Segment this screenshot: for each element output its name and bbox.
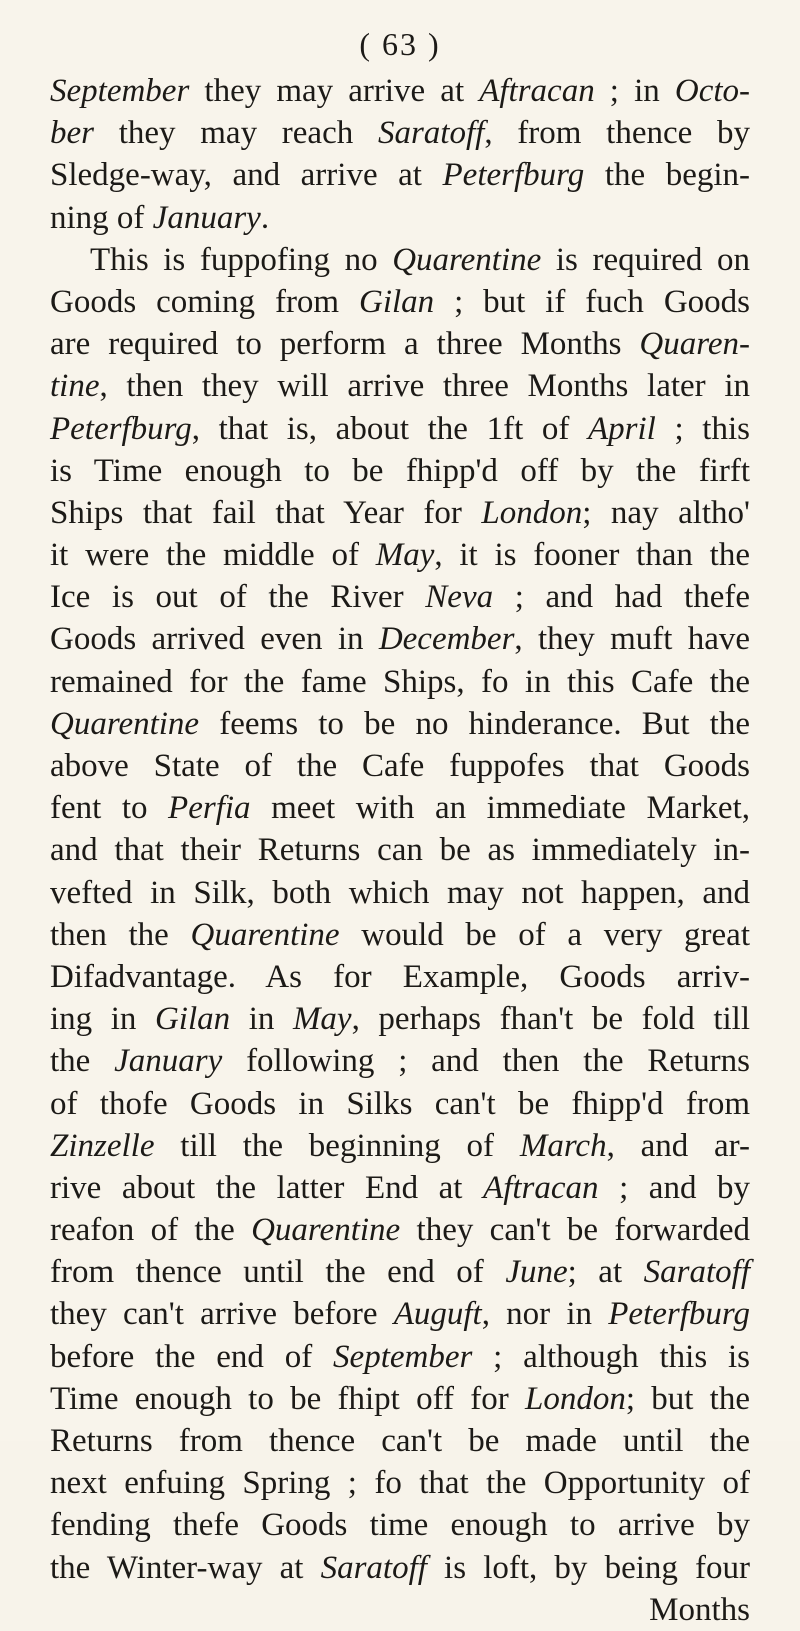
text-run: ; and by (598, 1169, 750, 1206)
text-line (50, 154, 750, 196)
text-line (50, 787, 750, 829)
italic-text: Quarentine (251, 1212, 401, 1249)
text-line (50, 1209, 750, 1251)
italic-text: Saratoff (320, 1549, 427, 1586)
text-line (50, 1125, 750, 1167)
text-line (50, 1251, 750, 1293)
text-run: they can't arrive before (50, 1296, 394, 1333)
text-run: it were the middle of (50, 537, 376, 574)
text-run: ; this (655, 410, 750, 447)
text-run: next enfuing Spring ; fo that the Opportunity of (50, 1465, 750, 1502)
text-line (50, 239, 750, 281)
text-run: ; and had thefe (493, 579, 750, 616)
text-line (50, 534, 750, 576)
text-run: , they muft have (514, 621, 751, 658)
text-run: , from thence by (484, 115, 751, 152)
text-run: remained for the fame Ships, fo in this Cafe the (50, 663, 750, 700)
text-run: rive about the latter End at (50, 1169, 484, 1206)
text-run: This is fuppofing no (90, 241, 393, 278)
italic-text: Aftracan (479, 73, 595, 109)
text-line (50, 576, 750, 618)
text-line (50, 1547, 750, 1589)
text-line (50, 197, 750, 239)
italic-text: September (333, 1338, 473, 1375)
italic-text: London (481, 494, 583, 531)
italic-text: Perfia (168, 790, 251, 827)
text-run: ; nay altho' (582, 494, 750, 531)
text-run: Difadvantage. As for Example, Goods arriv- (50, 958, 750, 995)
text-line (50, 70, 750, 112)
italic-text: London (524, 1380, 626, 1417)
text-run: Ships that fail that Year for (50, 494, 482, 531)
text-run: fent to (50, 790, 169, 827)
text-line (50, 618, 750, 660)
italic-text: Neva (425, 579, 494, 616)
text-run: the Winter-way at (50, 1549, 321, 1586)
text-run: Goods arrived even in (50, 621, 379, 658)
text-line (50, 745, 750, 787)
text-run: reafon of the (50, 1212, 252, 1249)
italic-text: Gilan (359, 283, 435, 320)
text-run: of thofe Goods in Silks can't be fhipp'd from (50, 1085, 750, 1122)
text-run: are required to perform a three Months (50, 326, 640, 363)
text-run: ; at (567, 1254, 644, 1291)
text-run: they can't be forwarded (400, 1212, 750, 1249)
text-run: ing in (50, 1001, 155, 1038)
italic-text: September (50, 73, 190, 109)
text-run: , perhaps fhan't be fold till (351, 1001, 750, 1038)
body-text (50, 70, 750, 1631)
text-run: , and ar- (606, 1127, 750, 1164)
text-line (50, 998, 750, 1040)
text-run: Goods coming from (50, 283, 360, 320)
text-run: would be of a very great (339, 916, 750, 953)
text-line (50, 408, 750, 450)
text-line (50, 1083, 750, 1125)
italic-text: January (114, 1043, 223, 1080)
text-run: Returns from thence can't be made until the (50, 1423, 750, 1459)
text-run: is Time enough to be fhipp'd off by the firft (50, 452, 750, 489)
text-run: Ice is out of the River (50, 579, 426, 616)
text-run: they may reach (94, 115, 378, 152)
italic-text: December (378, 621, 515, 658)
text-line (50, 1293, 750, 1335)
italic-text: ber (50, 115, 94, 152)
text-line (50, 703, 750, 745)
text-run: is loft, by being four (426, 1549, 750, 1586)
italic-text: Quarentine (392, 241, 542, 278)
text-line (50, 323, 750, 365)
text-run: ; but the (625, 1380, 751, 1417)
italic-text: Auguft (393, 1296, 482, 1333)
page-number: ( 63 ) (359, 26, 441, 62)
text-run: till the beginning of (154, 1127, 520, 1164)
italic-text: Peterfburg (50, 410, 192, 447)
text-run: , nor in (481, 1296, 609, 1333)
text-line (50, 281, 750, 323)
italic-text: May (292, 1001, 352, 1038)
text-run: ; although this is (472, 1338, 750, 1375)
italic-text: March (519, 1127, 607, 1164)
text-line (50, 365, 750, 407)
italic-text: Octo- (674, 73, 750, 109)
text-run: Months (649, 1591, 750, 1628)
italic-text: January (152, 199, 261, 236)
text-run: the begin- (584, 157, 750, 194)
text-line (50, 1336, 750, 1378)
text-line (50, 492, 750, 534)
text-run: in (230, 1001, 293, 1038)
text-run: feems to be no hinderance. But the (199, 705, 750, 742)
italic-text: Quaren- (639, 326, 750, 363)
text-line (50, 1040, 750, 1082)
text-line (50, 1462, 750, 1504)
text-line (50, 112, 750, 154)
text-line (50, 661, 750, 703)
text-run: above State of the Cafe fuppofes that Goods (50, 748, 750, 784)
text-run: , that is, about the 1ft of (191, 410, 589, 447)
italic-text: Quarentine (50, 705, 200, 742)
text-run: following ; and then the Returns (222, 1043, 750, 1080)
italic-text: Zinzelle (50, 1127, 155, 1164)
text-run: fending thefe Goods time enough to arrive by (50, 1507, 750, 1544)
text-line (50, 829, 750, 871)
text-run: then the (50, 916, 191, 953)
text-run: vefted in Silk, both which may not happen, and (50, 874, 750, 911)
text-line (50, 1420, 750, 1462)
text-line (50, 1504, 750, 1546)
text-run: they may arrive at (189, 73, 480, 109)
text-line (50, 1589, 750, 1631)
italic-text: May (375, 537, 435, 574)
text-run: Sledge-way, and arrive at (50, 157, 443, 194)
text-run: meet with an immediate Market, (250, 790, 750, 827)
text-line (50, 956, 750, 998)
text-line (50, 872, 750, 914)
italic-text: Gilan (154, 1001, 231, 1038)
text-line (50, 914, 750, 956)
text-line (50, 1378, 750, 1420)
italic-text: tine (50, 368, 100, 405)
text-run: before the end of (50, 1338, 334, 1375)
text-run: , then they will arrive three Months later in (99, 368, 750, 405)
italic-text: June (505, 1254, 568, 1291)
text-run: and that their Returns can be as immediately in- (50, 832, 750, 869)
text-run: the (50, 1043, 115, 1080)
italic-text: Saratoff (643, 1254, 751, 1291)
italic-text: Peterfburg (442, 157, 585, 194)
italic-text: Aftracan (483, 1169, 599, 1206)
text-run: is required on (541, 241, 751, 278)
text-line (50, 1167, 750, 1209)
text-run: from thence until the end of (50, 1254, 506, 1291)
text-line (50, 450, 750, 492)
italic-text: April (588, 410, 656, 447)
text-run: ning of (50, 199, 153, 236)
text-run: , it is fooner than the (434, 537, 750, 574)
italic-text: Quarentine (190, 916, 340, 953)
text-run: ; in (594, 73, 675, 109)
text-run: Time enough to be fhipt off for (50, 1380, 525, 1417)
italic-text: Saratoff (377, 115, 485, 152)
italic-text: Peterfburg (608, 1296, 750, 1333)
text-run: . (260, 199, 270, 236)
text-run: ; but if fuch Goods (434, 283, 750, 320)
